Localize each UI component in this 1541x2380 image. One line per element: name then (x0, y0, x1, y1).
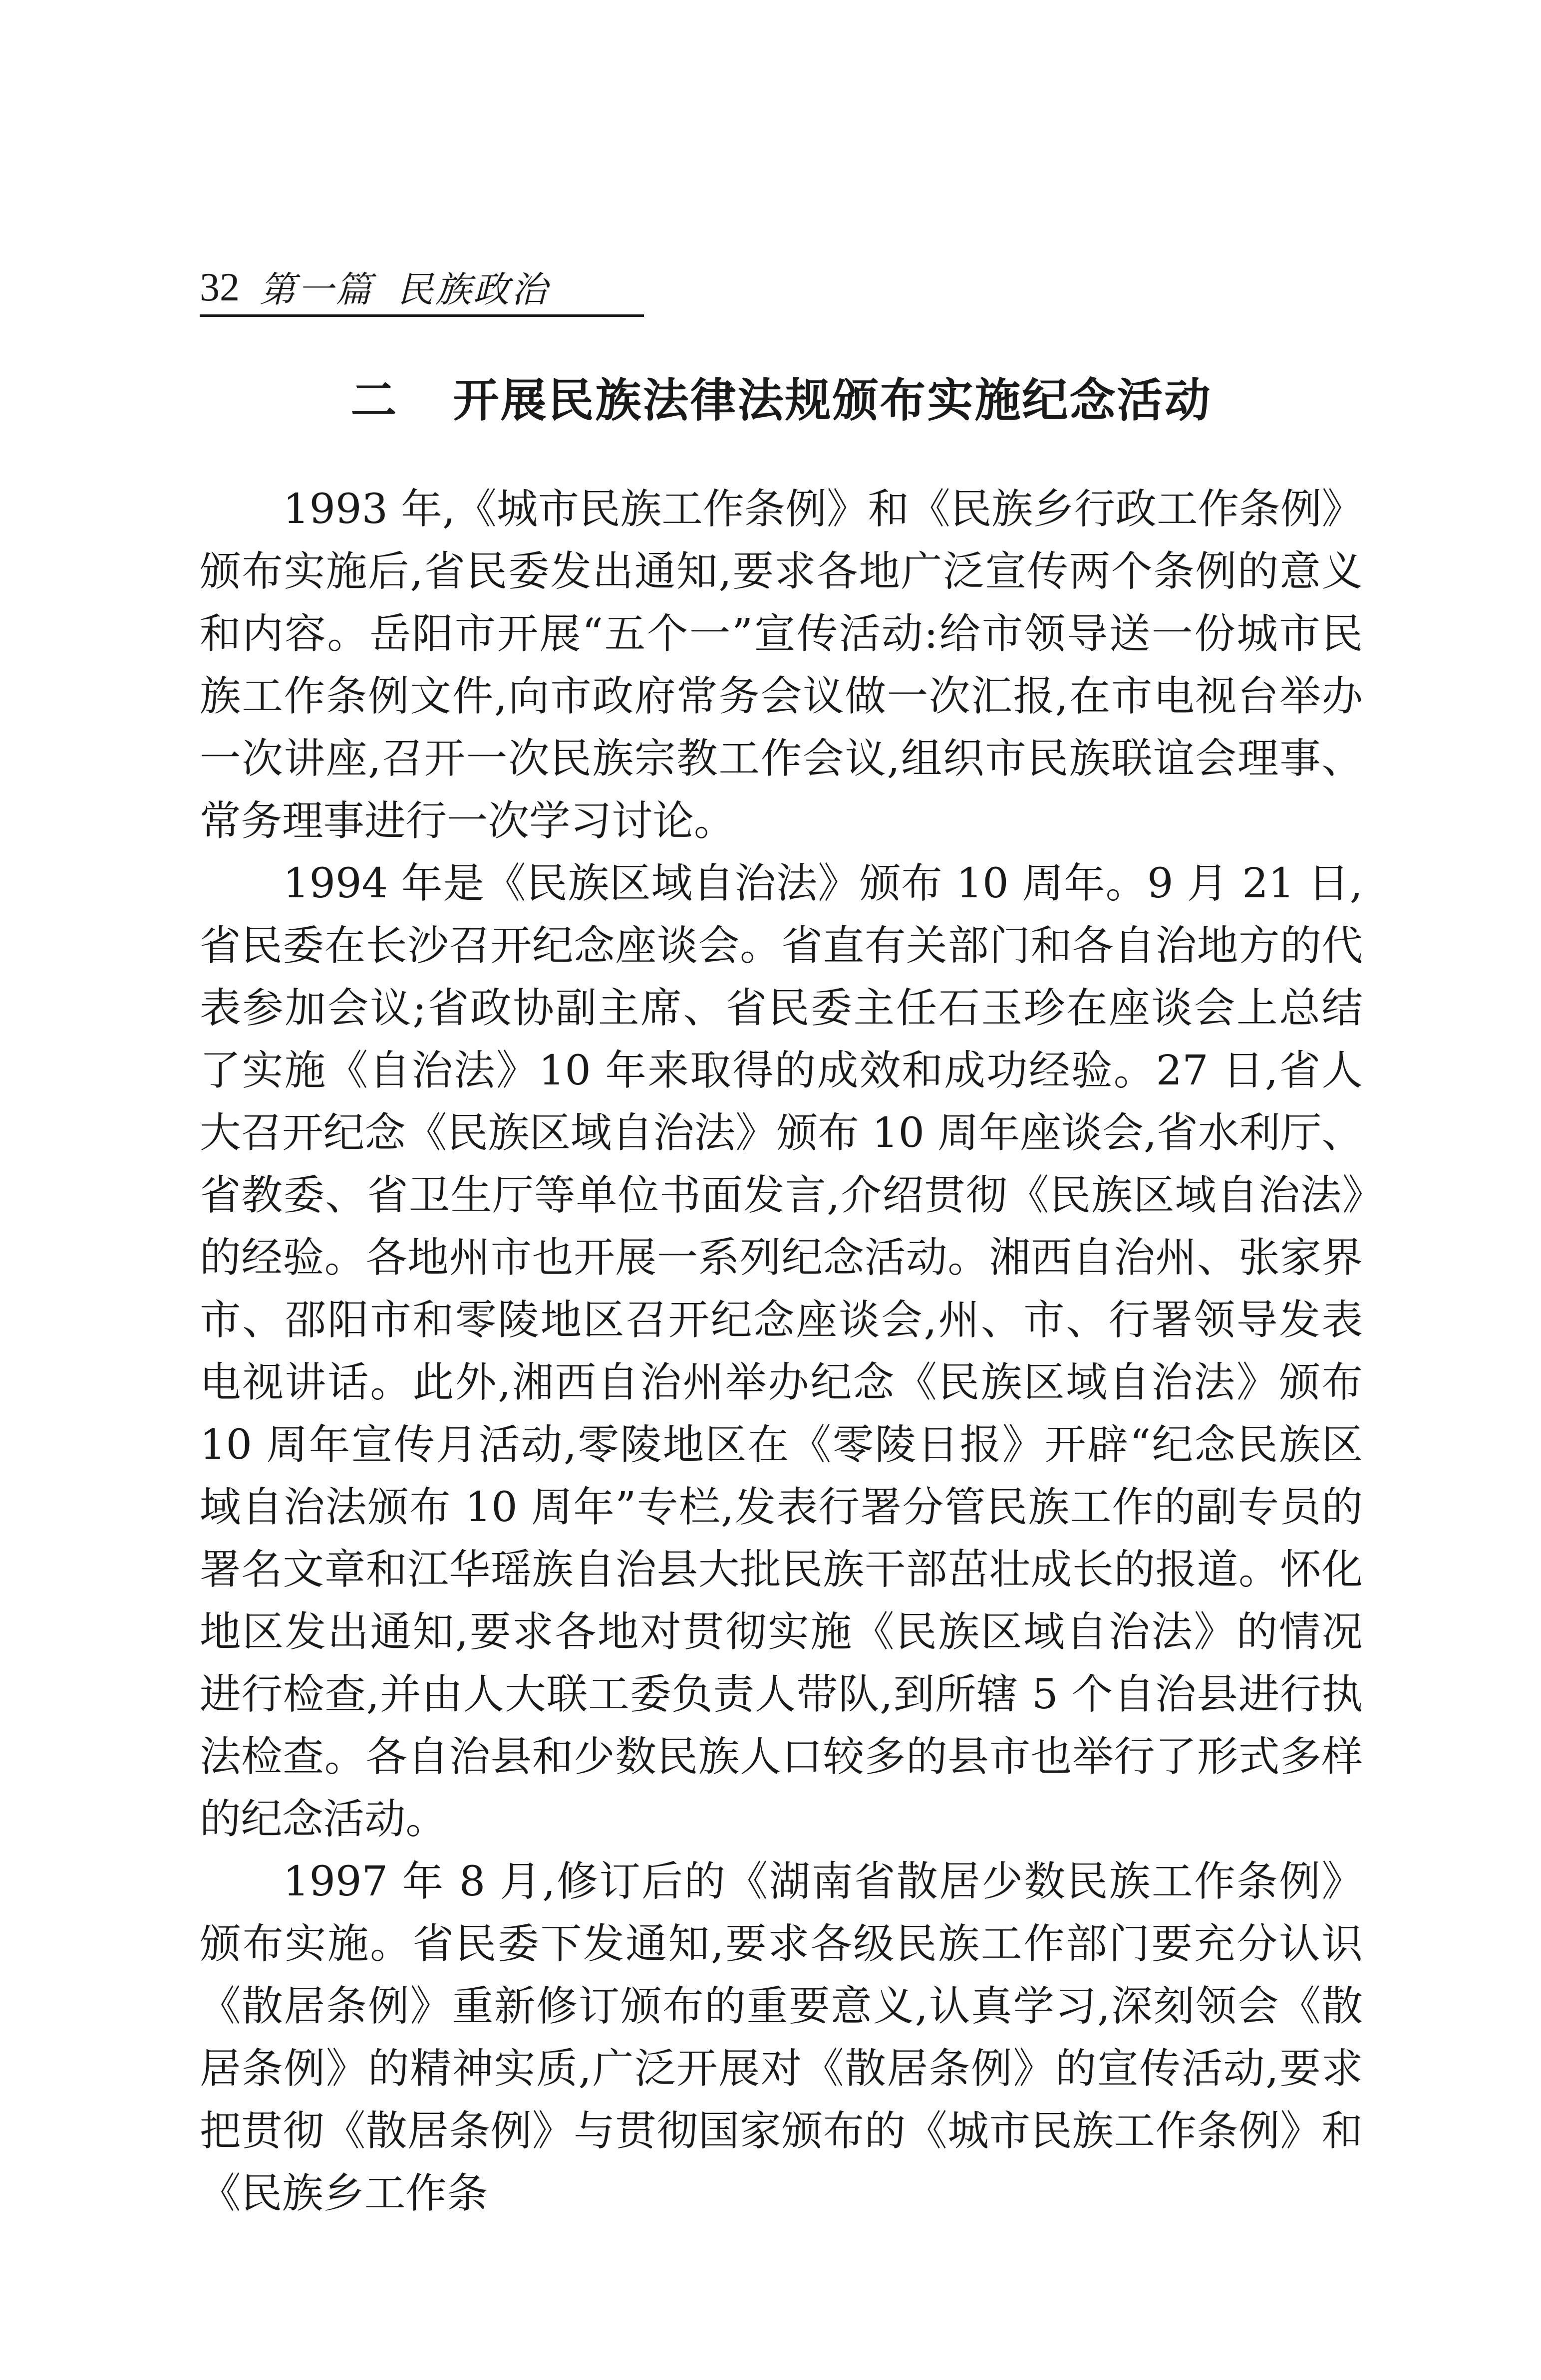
section-heading-number: 二 (350, 374, 398, 427)
section-heading-title: 开展民族法律法规颁布实施纪念活动 (453, 374, 1212, 427)
section-label: 民族政治 (397, 268, 550, 310)
paragraph-1993: 1993 年,《城市民族工作条例》和《民族乡行政工作条例》颁布实施后,省民委发出通知,要求各地广泛宣传两个条例的意义和内容。岳阳市开展“五个一”宣传活动:给市领导送一份城市民族工作条例文件,向市政府常务会议做一次汇报,在市电视台举办一次讲座,召开一次民族宗教工作会议,组织市民族联谊会理事、常务理事进行一次学习讨论。 (200, 485, 1363, 845)
section-heading (200, 373, 1363, 428)
paragraph-1997: 1997 年 8 月,修订后的《湖南省散居少数民族工作条例》颁布实施。省民委下发通知,要求各级民族工作部门要充分认识《散居条例》重新修订颁布的重要意义,认真学习,深刻领会《散居条例》的精神实质,广泛开展对《散居条例》的宣传活动,要求把贯彻《散居条例》与贯彻国家颁布的《城市民族工作条例》和《民族乡工作条 (200, 1857, 1363, 2217)
running-header (200, 260, 644, 317)
part-label: 第一篇 (260, 268, 374, 310)
page-number: 32 (200, 265, 240, 309)
paragraph-1994: 1994 年是《民族区域自治法》颁布 10 周年。9 月 21 日,省民委在长沙召开纪念座谈会。省直有关部门和各自治地方的代表参加会议;省政协副主席、省民委主任石玉珍在座谈会上总结了实施《自治法》10 年来取得的成效和成功经验。27 日,省人大召开纪念《民族区域自治法》颁布 10 周年座谈会,省水利厅、省教委、省卫生厅等单位书面发言,介绍贯彻《民族区域自治法》的经验。各地州市也开展一系列纪念活动。湘西自治州、张家界市、邵阳市和零陵地区召开纪念座谈会,州、市、行署领导发表电视讲话。此外,湘西自治州举办纪念《民族区域自治法》颁布 10 周年宣传月活动,零陵地区在《零陵日报》开辟“纪念民族区域自治法颁布 10 周年”专栏,发表行署分管民族工作的副专员的署名文章和江华瑶族自治县大批民族干部茁壮成长的报道。怀化地区发出通知,要求各地对贯彻实施《民族区域自治法》的情况进行检查,并由人大联工委负责人带队,到所辖 5 个自治县进行执法检查。各自治县和少数民族人口较多的县市也举行了形式多样的纪念活动。 (200, 859, 1363, 1843)
body-text (200, 478, 1363, 2225)
